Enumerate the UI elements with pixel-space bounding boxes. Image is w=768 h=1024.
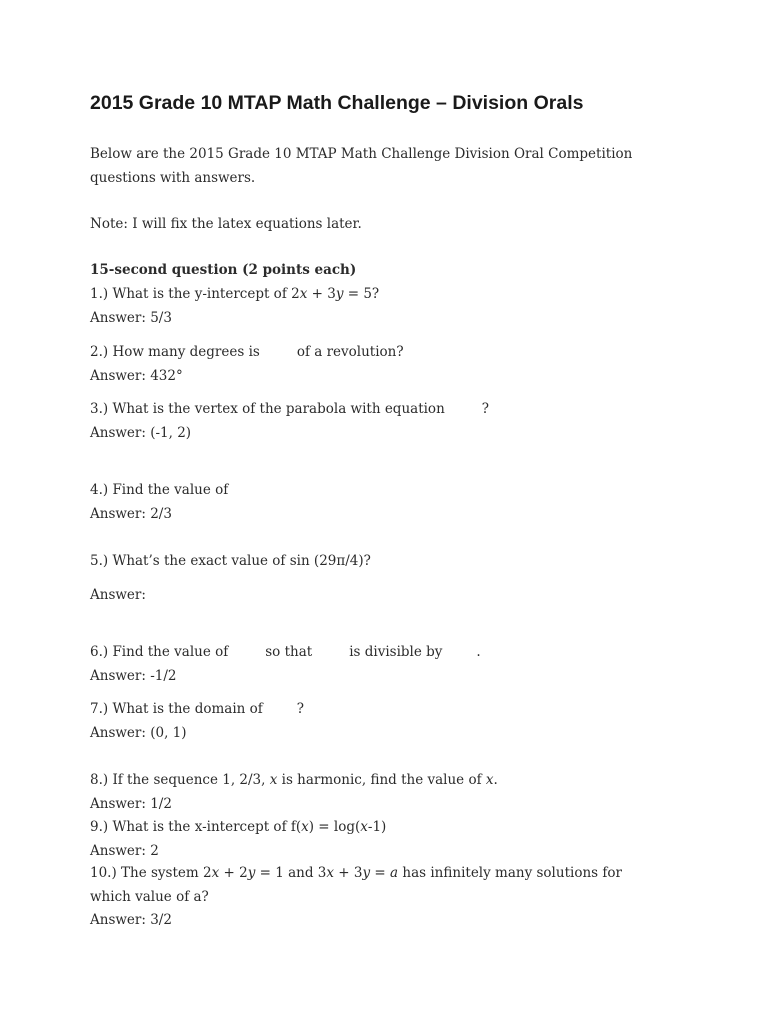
question-9-text: 9.) What is the x-intercept of f( bbox=[90, 819, 302, 835]
question-10-text: + 2 bbox=[219, 865, 248, 881]
question-10-text: has infinitely many solutions for which value of a? bbox=[90, 865, 622, 905]
question-9 bbox=[90, 815, 386, 839]
answer-3: Answer: (-1, 2) bbox=[90, 425, 192, 441]
question-10-text: = bbox=[370, 865, 391, 881]
question-3-text: ? bbox=[481, 401, 490, 417]
question-8 bbox=[90, 768, 498, 792]
variable-x: x bbox=[326, 865, 335, 881]
note-paragraph: Note: I will fix the latex equations later. bbox=[90, 216, 362, 232]
question-1-text: + 3 bbox=[307, 286, 336, 302]
question-3 bbox=[90, 397, 489, 421]
question-10-text: = 1 and 3 bbox=[255, 865, 327, 881]
question-8-text: . bbox=[493, 772, 498, 788]
variable-a: a bbox=[390, 865, 399, 881]
answer-8: Answer: 1/2 bbox=[90, 796, 172, 812]
question-9-text: -1) bbox=[367, 819, 387, 835]
question-7-text: ? bbox=[296, 701, 305, 717]
answer-6: Answer: -1/2 bbox=[90, 668, 177, 684]
page-title: 2015 Grade 10 MTAP Math Challenge – Division Orals bbox=[90, 92, 584, 114]
variable-x: x bbox=[299, 286, 308, 302]
variable-x: x bbox=[301, 819, 309, 835]
question-1-text: = 5? bbox=[343, 286, 380, 302]
answer-2: Answer: 432° bbox=[90, 368, 183, 384]
question-9-text: ) = log( bbox=[308, 819, 361, 835]
question-1 bbox=[90, 282, 379, 306]
variable-x: x bbox=[269, 772, 278, 788]
question-8-text: 8.) If the sequence 1, 2/3, bbox=[90, 772, 270, 788]
answer-9: Answer: 2 bbox=[90, 843, 159, 859]
variable-x: x bbox=[360, 819, 368, 835]
question-2-text: 2.) How many degrees is bbox=[90, 344, 260, 360]
variable-x: x bbox=[485, 772, 494, 788]
question-3-text: 3.) What is the vertex of the parabola with equation bbox=[90, 401, 445, 417]
question-6-text: . bbox=[476, 644, 481, 660]
section-heading: 15-second question (2 points each) bbox=[90, 262, 357, 278]
answer-10: Answer: 3/2 bbox=[90, 912, 172, 928]
question-10 bbox=[90, 861, 650, 909]
question-2 bbox=[90, 340, 404, 364]
variable-y: y bbox=[247, 865, 256, 881]
question-6 bbox=[90, 640, 481, 664]
question-7 bbox=[90, 697, 304, 721]
question-10-text: 10.) The system 2 bbox=[90, 865, 212, 881]
answer-4: Answer: 2/3 bbox=[90, 506, 172, 522]
question-6-text: so that bbox=[265, 644, 313, 660]
question-1-text: 1.) What is the y-intercept of 2 bbox=[90, 286, 300, 302]
question-8-text: is harmonic, find the value of bbox=[277, 772, 486, 788]
question-7-text: 7.) What is the domain of bbox=[90, 701, 263, 717]
answer-1: Answer: 5/3 bbox=[90, 310, 172, 326]
variable-y: y bbox=[362, 865, 371, 881]
variable-x: x bbox=[211, 865, 220, 881]
answer-7: Answer: (0, 1) bbox=[90, 725, 187, 741]
variable-y: y bbox=[335, 286, 344, 302]
question-5: 5.) What’s the exact value of sin (29π/4)? bbox=[90, 553, 371, 569]
question-4: 4.) Find the value of bbox=[90, 482, 229, 498]
question-6-text: 6.) Find the value of bbox=[90, 644, 229, 660]
intro-paragraph: Below are the 2015 Grade 10 MTAP Math Challenge Division Oral Competition questions with answers. bbox=[90, 146, 633, 186]
answer-5: Answer: bbox=[90, 587, 146, 603]
question-6-text: is divisible by bbox=[349, 644, 443, 660]
question-2-text: of a revolution? bbox=[296, 344, 404, 360]
question-10-text: + 3 bbox=[334, 865, 363, 881]
